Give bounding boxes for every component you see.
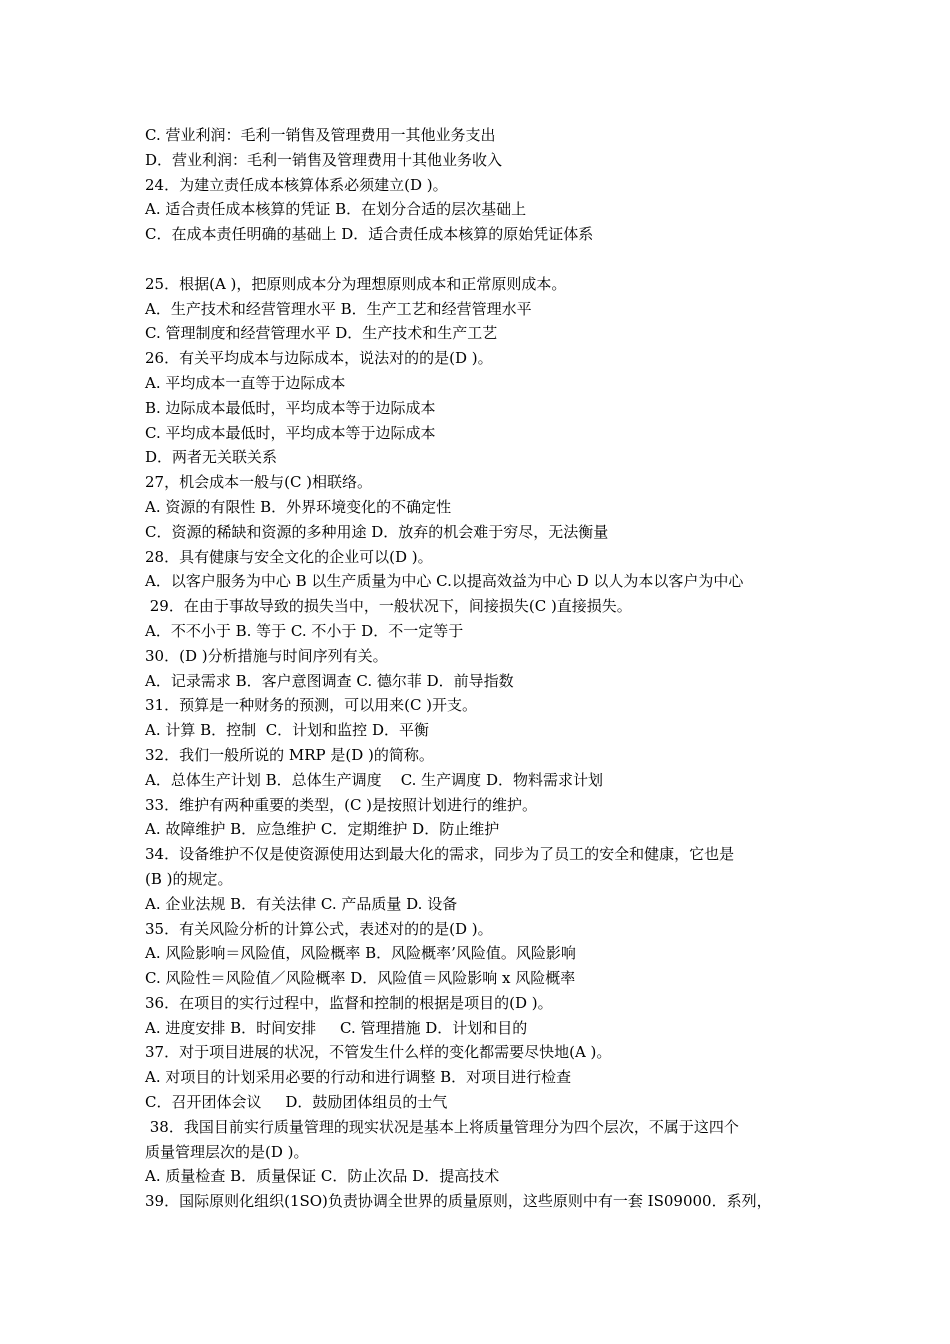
text-line: 34．设备维护不仅是使资源使用达到最大化的需求，同步为了员工的安全和健康，它也是 — [145, 845, 735, 864]
text-line: 33．维护有两种重要的类型，(C )是按照计划进行的维护。 — [145, 795, 538, 814]
text-line: A. 故障维护 B．应急维护 C．定期维护 D．防止维护 — [145, 820, 500, 839]
text-line: B. 边际成本最低时，平均成本等于边际成本 — [145, 398, 436, 417]
text-line: A．以客户服务为中心 B 以生产质量为中心 C.以提高效益为中心 D 以人为本以客户为中心 — [145, 572, 744, 591]
text-line: 25．根据(A )，把原则成本分为理想原则成本和正常原则成本。 — [145, 274, 567, 293]
text-line: 36．在项目的实行过程中，监督和控制的根据是项目的(D )。 — [145, 993, 553, 1012]
text-line: C. 管理制度和经营管理水平 D．生产技术和生产工艺 — [145, 324, 498, 343]
text-line: A. 风险影响＝风险值，风险概率 B．风险概率’风险值。风险影响 — [145, 944, 576, 963]
text-line: A．生产技术和经营管理水平 B．生产工艺和经营管理水平 — [145, 299, 532, 318]
text-line: A. 计算 B．控制 C．计划和监控 D．平衡 — [145, 721, 429, 740]
text-line: 29．在由于事故导致的损失当中，一般状况下，间接损失(C )直接损失。 — [145, 597, 632, 616]
text-line: A．不不小于 B. 等于 C. 不小于 D．不一定等于 — [145, 621, 464, 640]
text-line: A. 资源的有限性 B．外界环境变化的不确定性 — [145, 497, 452, 516]
text-line: 38．我国目前实行质量管理的现实状况是基本上将质量管理分为四个层次，不属于这四个 — [145, 1117, 739, 1136]
text-line: C. 营业利润：毛利一销售及管理费用一其他业务支出 — [145, 126, 496, 144]
text-line: 31．预算是一种财务的预测，可以用来(C )开支。 — [145, 696, 478, 715]
text-line: 37．对于项目进展的状况，不管发生什么样的变化都需要尽快地(A )。 — [145, 1043, 612, 1062]
text-line: A．记录需求 B．客户意图调查 C. 德尔菲 D．前导指数 — [145, 671, 514, 690]
text-line: A. 企业法规 B．有关法律 C. 产品质量 D. 设备 — [145, 894, 458, 913]
text-line: 35．有关风险分析的计算公式，表述对的的是(D )。 — [145, 919, 493, 938]
blank-line — [145, 247, 825, 272]
text-line: A. 对项目的计划采用必要的行动和进行调整 B．对项目进行检查 — [145, 1068, 572, 1087]
text-line: A. 平均成本一直等于边际成本 — [145, 373, 346, 392]
text-line: D．营业利润：毛利一销售及管理费用十其他业务收入 — [145, 150, 503, 169]
text-line: C．召开团体会议 D．鼓励团体组员的士气 — [145, 1093, 448, 1112]
text-line: A. 进度安排 B．时间安排 C. 管理措施 D．计划和目的 — [145, 1018, 528, 1037]
text-line: 39．国际原则化组织(1SO)负责协调全世界的质量原则，这些原则中有一套 IS09000．系列， — [145, 1192, 772, 1211]
text-line: 30．(D )分析措施与时间序列有关。 — [145, 646, 388, 665]
text-line: D．两者无关联关系 — [145, 448, 278, 467]
document-body — [145, 123, 825, 1214]
text-line: 24．为建立责任成本核算体系必须建立(D )。 — [145, 175, 448, 194]
text-line: A. 质量检查 B．质量保证 C．防止次品 D．提高技术 — [145, 1167, 500, 1186]
text-line: 26．有关平均成本与边际成本，说法对的的是(D )。 — [145, 349, 493, 368]
text-line: C. 平均成本最低时，平均成本等于边际成本 — [145, 423, 436, 442]
text-line: C．资源的稀缺和资源的多种用途 D．放弃的机会难于穷尽，无法衡量 — [145, 522, 609, 541]
text-line: C. 风险性＝风险值／风险概率 D．风险值＝风险影响 x 风险概率 — [145, 969, 576, 988]
text-line: 28．具有健康与安全文化的企业可以(D )。 — [145, 547, 433, 566]
text-line: A．总体生产计划 B．总体生产调度 C. 生产调度 D．物料需求计划 — [145, 770, 603, 789]
text-line: 32．我们一般所说的 MRP 是(D )的简称。 — [145, 745, 434, 764]
text-line: (B )的规定。 — [145, 869, 233, 888]
text-line: A. 适合责任成本核算的凭证 B．在划分合适的层次基础上 — [145, 200, 527, 219]
text-line: 27，机会成本一般与(C )相联络。 — [145, 473, 373, 492]
text-line: 质量管理层次的是(D )。 — [145, 1142, 309, 1161]
text-line: C．在成本责任明确的基础上 D．适合责任成本核算的原始凭证体系 — [145, 225, 594, 244]
